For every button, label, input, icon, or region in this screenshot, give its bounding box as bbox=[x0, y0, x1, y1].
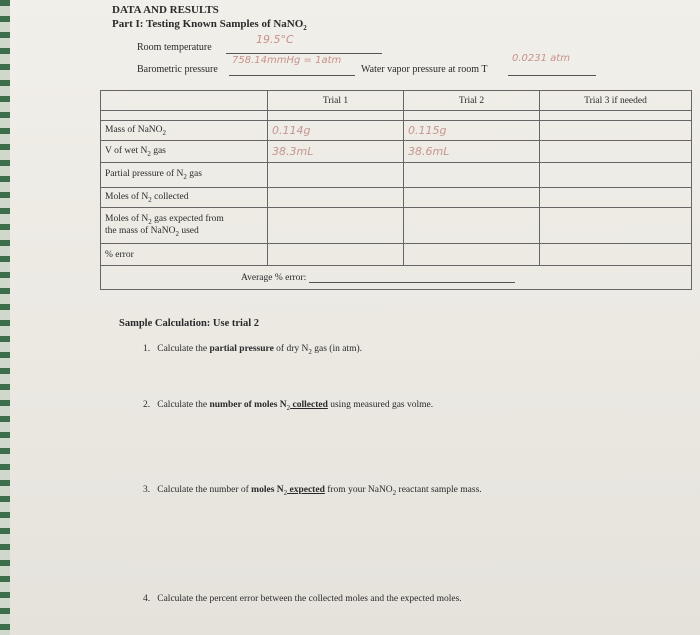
moles-expected-trial-3[interactable] bbox=[540, 208, 692, 244]
moles-collected-trial-2[interactable] bbox=[404, 188, 540, 208]
percent-error-trial-2[interactable] bbox=[404, 244, 540, 266]
average-error-blank[interactable] bbox=[309, 282, 515, 283]
row-label-percent-error: % error bbox=[101, 244, 268, 266]
volume-trial-3[interactable] bbox=[540, 141, 692, 163]
question-3: 3. Calculate the number of moles $N_2$ expected from your NaNO$_2$ reactant sample mass. bbox=[143, 485, 482, 497]
moles-collected-trial-1[interactable] bbox=[268, 188, 404, 208]
data-table bbox=[100, 90, 692, 290]
row-label-moles-collected: Moles of $N_2$ collected bbox=[101, 188, 268, 208]
volume-trial-1[interactable]: 38.3mL bbox=[268, 141, 404, 163]
average-error-label: Average % error: bbox=[241, 272, 307, 283]
section-title: DATA AND RESULTS bbox=[112, 4, 219, 16]
part-title: Part I: Testing Known Samples of NaNO$_2$ bbox=[112, 18, 307, 33]
row-label-volume: V of wet $N_2$ gas bbox=[101, 141, 268, 163]
question-4: 4. Calculate the percent error between the collected moles and the expected moles. bbox=[143, 594, 462, 604]
sample-calc-title: Sample Calculation: Use trial 2 bbox=[119, 318, 259, 329]
question-2: 2. Calculate the number of moles $N_2$ collected using measured gas volme. bbox=[143, 400, 434, 412]
partial-pressure-trial-2[interactable] bbox=[404, 163, 540, 188]
barometric-label: Barometric pressure bbox=[137, 64, 218, 75]
row-label-partial-pressure: Partial pressure of $N_2$ gas bbox=[101, 163, 268, 188]
average-error-row bbox=[101, 266, 692, 290]
volume-trial-2[interactable]: 38.6mL bbox=[404, 141, 540, 163]
partial-pressure-trial-1[interactable] bbox=[268, 163, 404, 188]
room-temp-value: 19.5°C bbox=[256, 33, 294, 46]
moles-expected-trial-1[interactable] bbox=[268, 208, 404, 244]
mass-trial-1[interactable]: 0.114g bbox=[268, 121, 404, 141]
mass-trial-2[interactable]: 0.115g bbox=[404, 121, 540, 141]
row-label-moles-expected: Moles of $N_2$ gas expected from the mass of NaNO$_2$ used bbox=[101, 208, 268, 244]
moles-collected-trial-3[interactable] bbox=[540, 188, 692, 208]
partial-pressure-trial-3[interactable] bbox=[540, 163, 692, 188]
row-label-mass: Mass of NaNO$_2$ bbox=[101, 121, 268, 141]
mass-trial-3[interactable] bbox=[540, 121, 692, 141]
percent-error-trial-3[interactable] bbox=[540, 244, 692, 266]
barometric-value: 758.14mmHg = 1atm bbox=[232, 55, 342, 66]
room-temp-label: Room temperature bbox=[137, 42, 212, 53]
col-trial-3: Trial 3 if needed bbox=[540, 91, 692, 111]
question-1: 1. Calculate the partial pressure of dry $N_2$ gas (in atm). bbox=[143, 344, 363, 356]
vapor-pressure-label: Water vapor pressure at room T bbox=[361, 64, 488, 75]
col-trial-1: Trial 1 bbox=[268, 91, 404, 111]
percent-error-trial-1[interactable] bbox=[268, 244, 404, 266]
vapor-pressure-value: 0.0231 atm bbox=[512, 53, 570, 64]
moles-expected-trial-2[interactable] bbox=[404, 208, 540, 244]
col-trial-2: Trial 2 bbox=[404, 91, 540, 111]
